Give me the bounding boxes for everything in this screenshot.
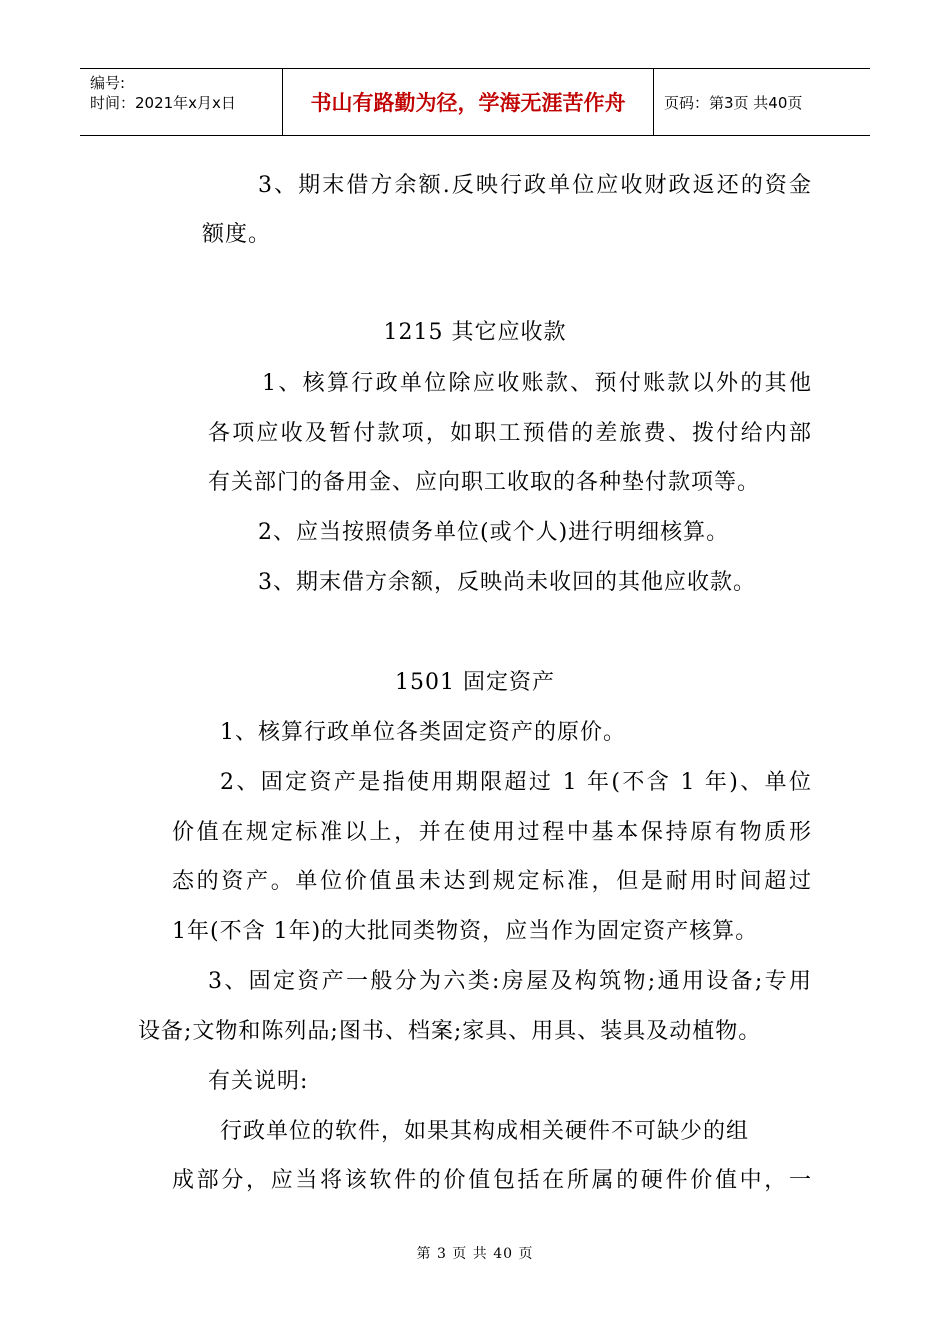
- paragraph-line: 有关说明:: [208, 1069, 309, 1094]
- paragraph-line: 成部分，应当将该软件的价值包括在所属的硬件价值中，一: [172, 1168, 812, 1193]
- header-table: [80, 68, 870, 136]
- paragraph-line: 1、核算行政单位各类固定资产的原价。: [220, 720, 626, 745]
- page-footer: 第 3 页 共 40 页: [416, 1246, 534, 1262]
- document-number-label: 编号:: [90, 74, 126, 92]
- paragraph-line: 各项应收及暂付款项，如职工预借的差旅费、拨付给内部: [208, 421, 812, 446]
- paragraph-line: 行政单位的软件，如果其构成相关硬件不可缺少的组: [220, 1119, 750, 1144]
- paragraph-line: 有关部门的备用金、应向职工收取的各种垫付款项等。: [208, 470, 761, 495]
- paragraph-line: 2、应当按照债务单位(或个人)进行明细核算。: [258, 520, 730, 545]
- paragraph-line: 3、固定资产一般分为六类:房屋及构筑物;通用设备;专用: [208, 969, 812, 994]
- section-heading-1215: 1215 其它应收款: [383, 320, 567, 345]
- paragraph-line: 设备;文物和陈列品;图书、档案;家具、用具、装具及动植物。: [138, 1019, 762, 1044]
- header-motto: 书山有路勤为径，学海无涯苦作舟: [282, 69, 654, 135]
- paragraph-line: 1、核算行政单位除应收账款、预付账款以外的其他: [262, 371, 812, 396]
- paragraph-line: 2、固定资产是指使用期限超过 1 年(不含 1 年)、单位: [220, 770, 812, 795]
- header-page-info: 页码：第3页 共40页: [664, 93, 803, 112]
- paragraph-line: 态的资产。单位价值虽未达到规定标准，但是耐用时间超过: [172, 869, 812, 894]
- paragraph-line: 3、期末借方余额.反映行政单位应收财政返还的资金: [258, 173, 812, 198]
- paragraph-line: 额度。: [202, 222, 272, 247]
- paragraph-line: 价值在规定标准以上，并在使用过程中基本保持原有物质形: [172, 820, 812, 845]
- paragraph-line: 3、期末借方余额，反映尚未收回的其他应收款。: [258, 570, 756, 595]
- header-meta: [80, 69, 282, 135]
- section-heading-1501: 1501 固定资产: [395, 670, 555, 695]
- paragraph-line: 1年(不含 1年)的大批同类物资，应当作为固定资产核算。: [172, 919, 759, 944]
- document-time-label: 时间：2021年x月x日: [90, 94, 236, 112]
